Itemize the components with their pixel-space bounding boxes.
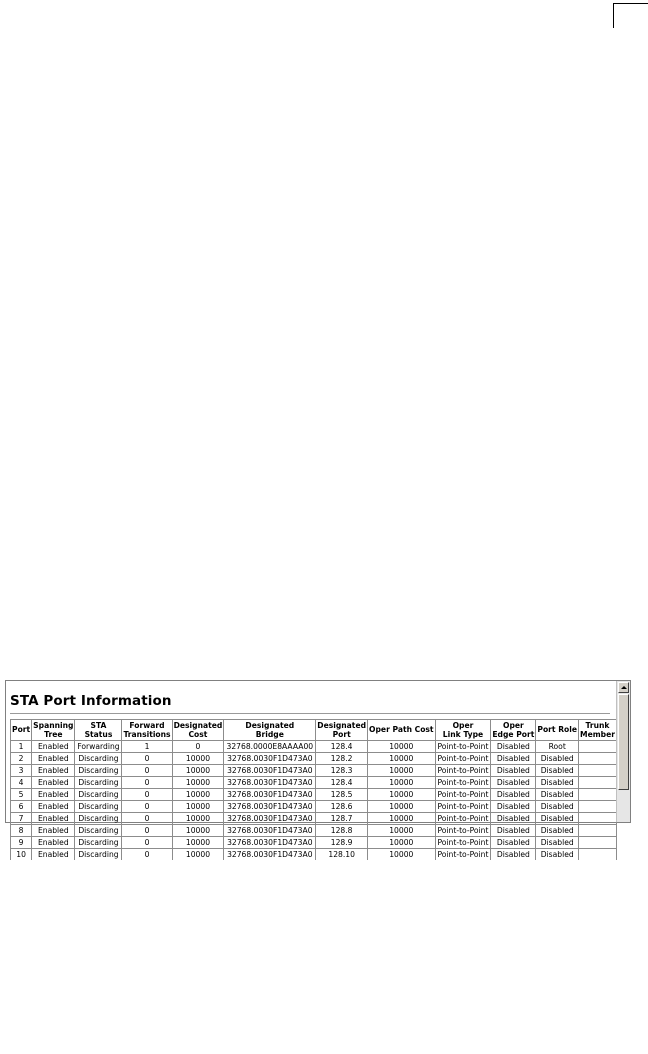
cell-designated-bridge: 32768.0030F1D473A0 (224, 825, 316, 837)
corner-mark-side-line (613, 3, 614, 28)
cell-oper-edge-port: Disabled (491, 789, 536, 801)
cell-designated-port: 128.7 (316, 813, 368, 825)
cell-designated-bridge: 32768.0030F1D473A0 (224, 777, 316, 789)
cell-sta-status: Discarding (75, 813, 122, 825)
cell-port-role: Disabled (536, 765, 579, 777)
cell-oper-path-cost: 10000 (368, 765, 436, 777)
col-header-oper-edge-port: Oper Edge Port (492, 720, 535, 739)
cell-sta-status: Discarding (75, 837, 122, 849)
cell-designated-bridge: 32768.0030F1D473A0 (224, 849, 316, 861)
table-row (11, 789, 617, 801)
cell-designated-port: 128.10 (316, 849, 368, 861)
table-row (11, 801, 617, 813)
col-header-trunk-member: Trunk Member (580, 720, 615, 739)
cell-forward-transitions: 0 (122, 777, 172, 789)
cell-forward-transitions: 0 (122, 849, 172, 861)
cell-forward-transitions: 0 (122, 801, 172, 813)
cell-port-role: Root (536, 741, 579, 753)
col-header-sta-status: STA Status (75, 720, 122, 741)
cell-designated-port: 128.4 (316, 741, 368, 753)
cell-oper-path-cost: 10000 (368, 789, 436, 801)
cell-trunk-member (579, 801, 617, 813)
cell-trunk-member (579, 765, 617, 777)
table-row (11, 777, 617, 789)
cell-forward-transitions: 0 (122, 837, 172, 849)
cell-trunk-member (579, 753, 617, 765)
cell-oper-link-type: Point-to-Point (435, 789, 491, 801)
vertical-scrollbar[interactable] (616, 681, 630, 822)
cell-oper-edge-port: Disabled (491, 765, 536, 777)
cell-oper-link-type: Point-to-Point (435, 741, 491, 753)
cell-oper-path-cost: 10000 (368, 801, 436, 813)
cell-port-role: Disabled (536, 837, 579, 849)
cell-oper-edge-port: Disabled (491, 813, 536, 825)
cell-designated-port: 128.6 (316, 801, 368, 813)
corner-mark-top-line (613, 3, 648, 4)
cell-spanning-tree: Enabled (32, 849, 75, 861)
scroll-up-arrow-icon (621, 686, 627, 689)
cell-port: 9 (11, 837, 32, 849)
cell-port: 3 (11, 765, 32, 777)
cell-spanning-tree: Enabled (32, 777, 75, 789)
scroll-thumb[interactable] (618, 694, 629, 790)
col-header-oper-path-cost: Oper Path Cost (368, 720, 436, 741)
cell-designated-cost: 10000 (172, 849, 224, 861)
cell-sta-status: Discarding (75, 777, 122, 789)
cell-oper-edge-port: Disabled (491, 801, 536, 813)
cell-designated-cost: 10000 (172, 789, 224, 801)
col-header-port: Port (11, 720, 32, 741)
cell-port: 1 (11, 741, 32, 753)
cell-trunk-member (579, 813, 617, 825)
cell-oper-path-cost: 10000 (368, 753, 436, 765)
cell-designated-cost: 10000 (172, 753, 224, 765)
cell-trunk-member (579, 789, 617, 801)
cell-spanning-tree: Enabled (32, 837, 75, 849)
cell-port-role: Disabled (536, 813, 579, 825)
cell-oper-path-cost: 10000 (368, 777, 436, 789)
cell-designated-bridge: 32768.0030F1D473A0 (224, 753, 316, 765)
cell-port-role: Disabled (536, 849, 579, 861)
page-corner-mark (613, 0, 648, 30)
cell-oper-link-type: Point-to-Point (435, 849, 491, 861)
cell-designated-port: 128.5 (316, 789, 368, 801)
cell-trunk-member (579, 741, 617, 753)
cell-designated-port: 128.8 (316, 825, 368, 837)
cell-oper-link-type: Point-to-Point (435, 813, 491, 825)
page-title: STA Port Information (10, 693, 172, 709)
sta-port-table (10, 719, 617, 860)
cell-port-role: Disabled (536, 789, 579, 801)
cell-trunk-member (579, 777, 617, 789)
cell-spanning-tree: Enabled (32, 825, 75, 837)
cell-designated-bridge: 32768.0030F1D473A0 (224, 813, 316, 825)
cell-designated-cost: 10000 (172, 825, 224, 837)
col-header-oper-link-type: Oper Link Type (435, 720, 491, 741)
cell-designated-bridge: 32768.0030F1D473A0 (224, 837, 316, 849)
cell-forward-transitions: 1 (122, 741, 172, 753)
cell-designated-cost: 0 (172, 741, 224, 753)
cell-oper-edge-port: Disabled (491, 777, 536, 789)
cell-oper-path-cost: 10000 (368, 849, 436, 861)
cell-oper-edge-port: Disabled (491, 837, 536, 849)
table-header-row (11, 720, 617, 741)
cell-designated-port: 128.9 (316, 837, 368, 849)
table-row (11, 813, 617, 825)
cell-oper-link-type: Point-to-Point (435, 753, 491, 765)
table-row (11, 837, 617, 849)
table-row (11, 753, 617, 765)
cell-forward-transitions: 0 (122, 825, 172, 837)
cell-port: 8 (11, 825, 32, 837)
cell-designated-bridge: 32768.0000E8AAAA00 (224, 741, 316, 753)
cell-spanning-tree: Enabled (32, 753, 75, 765)
cell-spanning-tree: Enabled (32, 789, 75, 801)
table-row (11, 849, 617, 861)
col-header-forward-transitions: Forward Transitions (123, 720, 171, 739)
sta-port-info-frame (5, 680, 631, 859)
cell-designated-cost: 10000 (172, 813, 224, 825)
cell-trunk-member (579, 837, 617, 849)
col-header-spanning-tree: Spanning Tree (33, 720, 74, 739)
cell-oper-path-cost: 10000 (368, 825, 436, 837)
cell-designated-bridge: 32768.0030F1D473A0 (224, 789, 316, 801)
cell-designated-port: 128.4 (316, 777, 368, 789)
cell-port-role: Disabled (536, 777, 579, 789)
cell-designated-cost: 10000 (172, 765, 224, 777)
cell-oper-link-type: Point-to-Point (435, 837, 491, 849)
cell-port-role: Disabled (536, 753, 579, 765)
cell-designated-port: 128.2 (316, 753, 368, 765)
cell-oper-path-cost: 10000 (368, 837, 436, 849)
cell-port-role: Disabled (536, 825, 579, 837)
cell-spanning-tree: Enabled (32, 741, 75, 753)
cell-port: 5 (11, 789, 32, 801)
cell-port: 10 (11, 849, 32, 861)
col-header-designated-port: Designated Port (317, 720, 367, 739)
cell-trunk-member (579, 825, 617, 837)
cell-oper-link-type: Point-to-Point (435, 801, 491, 813)
cell-oper-link-type: Point-to-Point (435, 777, 491, 789)
cell-oper-edge-port: Disabled (491, 741, 536, 753)
cell-oper-edge-port: Disabled (491, 753, 536, 765)
frame-content (6, 681, 617, 859)
cell-forward-transitions: 0 (122, 813, 172, 825)
cell-sta-status: Discarding (75, 825, 122, 837)
cell-forward-transitions: 0 (122, 753, 172, 765)
cell-sta-status: Forwarding (75, 741, 122, 753)
table-row (11, 825, 617, 837)
cell-oper-link-type: Point-to-Point (435, 825, 491, 837)
cell-designated-bridge: 32768.0030F1D473A0 (224, 801, 316, 813)
cell-designated-cost: 10000 (172, 801, 224, 813)
cell-port: 2 (11, 753, 32, 765)
title-divider (10, 713, 610, 714)
cell-oper-edge-port: Disabled (491, 825, 536, 837)
cell-oper-path-cost: 10000 (368, 813, 436, 825)
cell-designated-cost: 10000 (172, 837, 224, 849)
cell-spanning-tree: Enabled (32, 765, 75, 777)
cell-port: 4 (11, 777, 32, 789)
cell-forward-transitions: 0 (122, 765, 172, 777)
cell-oper-link-type: Point-to-Point (435, 765, 491, 777)
cell-oper-path-cost: 10000 (368, 741, 436, 753)
table-row (11, 741, 617, 753)
cell-sta-status: Discarding (75, 765, 122, 777)
cell-spanning-tree: Enabled (32, 813, 75, 825)
cell-spanning-tree: Enabled (32, 801, 75, 813)
table-row (11, 765, 617, 777)
cell-port-role: Disabled (536, 801, 579, 813)
col-header-designated-cost: Designated Cost (173, 720, 223, 739)
col-header-designated-bridge: Designated Bridge (224, 720, 316, 741)
cell-forward-transitions: 0 (122, 789, 172, 801)
cell-oper-edge-port: Disabled (491, 849, 536, 861)
cell-sta-status: Discarding (75, 789, 122, 801)
cell-designated-bridge: 32768.0030F1D473A0 (224, 765, 316, 777)
cell-port: 6 (11, 801, 32, 813)
cell-port: 7 (11, 813, 32, 825)
cell-trunk-member (579, 849, 617, 861)
cell-sta-status: Discarding (75, 801, 122, 813)
cell-designated-cost: 10000 (172, 777, 224, 789)
cell-sta-status: Discarding (75, 849, 122, 861)
scroll-up-button[interactable] (618, 682, 629, 693)
col-header-port-role: Port Role (536, 720, 579, 741)
cell-designated-port: 128.3 (316, 765, 368, 777)
cell-sta-status: Discarding (75, 753, 122, 765)
